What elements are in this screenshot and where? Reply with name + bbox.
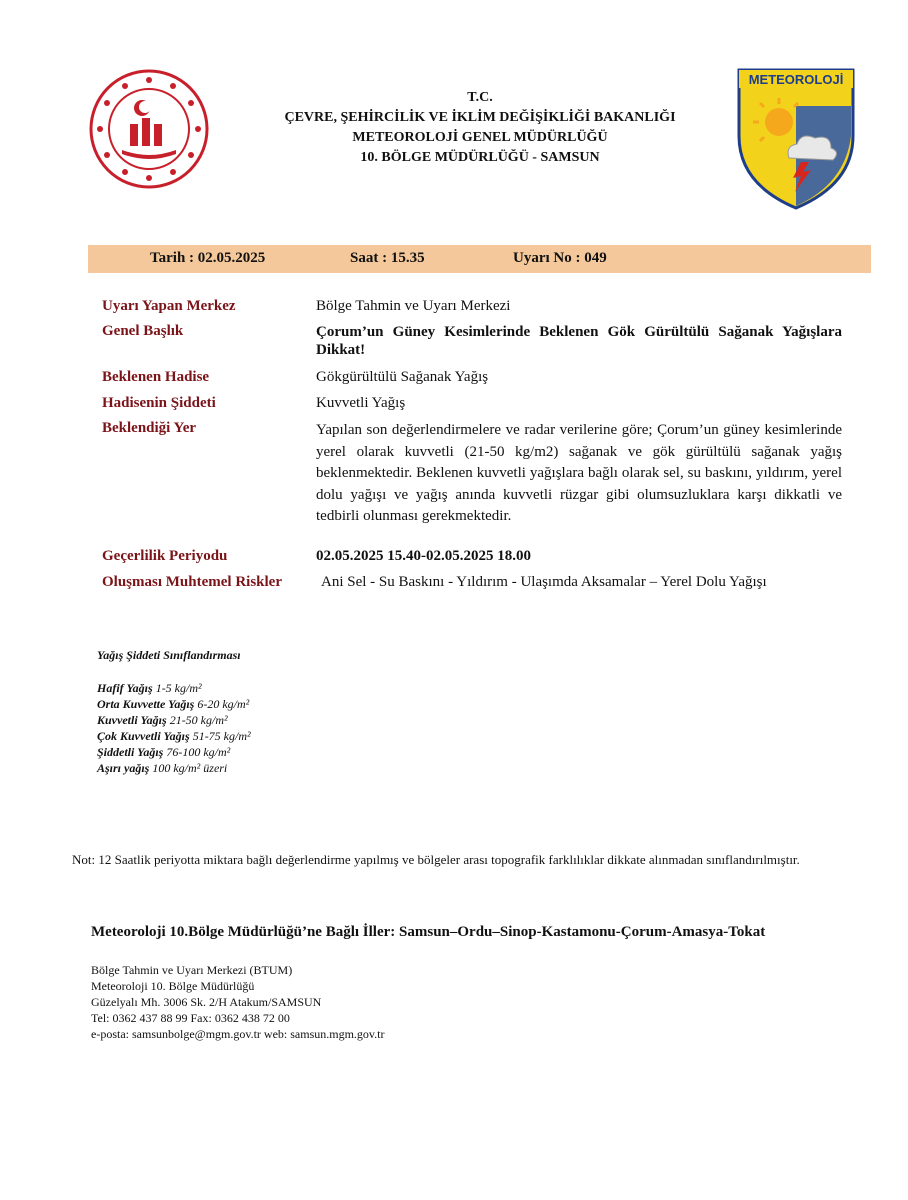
header-tc: T.C.: [467, 90, 493, 105]
severity-value: Kuvvetli Yağış: [316, 395, 406, 411]
provinces-line: Meteoroloji 10.Bölge Müdürlüğü’ne Bağlı İller: Samsun–Ordu–Sinop-Kastamonu-Çorum-Amasya-Tokat: [91, 924, 766, 940]
warning-date: Tarih : 02.05.2025: [150, 250, 266, 266]
title-label: Genel Başlık: [102, 323, 184, 339]
header-ministry: ÇEVRE, ŞEHİRCİLİK VE İKLİM DEĞİŞİKLİĞİ BAKANLIĞI: [284, 110, 676, 125]
classification-list: [97, 680, 251, 776]
ministry-seal-logo: [88, 68, 210, 190]
classification-row: Aşırı yağış 100 kg/m² üzeri: [97, 761, 228, 775]
footer-email-web: e-posta: samsunbolge@mgm.gov.tr web: samsun.mgm.gov.tr: [91, 1027, 385, 1041]
classification-row: Çok Kuvvetli Yağış 51-75 kg/m²: [97, 729, 251, 743]
shield-title: METEOROLOJİ: [748, 72, 844, 87]
warning-time: Saat : 15.35: [350, 250, 425, 266]
warning-number: Uyarı No : 049: [513, 250, 607, 266]
title-value: Çorum’un Güney Kesimlerinde Beklenen Gök Gürültülü Sağanak Yağışlara Dikkat!: [316, 324, 842, 358]
footer-phone: Tel: 0362 437 88 99 Fax: 0362 438 72 00: [91, 1011, 290, 1025]
risks-label: Oluşması Muhtemel Riskler: [102, 574, 282, 590]
classification-note: Not: 12 Saatlik periyotta miktara bağlı değerlendirme yapılmış ve bölgeler arası topografik farklılıklar dikkate alınmadan sınıflandırılmıştır.: [72, 852, 800, 867]
meteoroloji-shield-logo: [735, 66, 857, 212]
footer-directorate: Meteoroloji 10. Bölge Müdürlüğü: [91, 979, 255, 993]
warning-header-bar: [88, 245, 871, 273]
header-regional: 10. BÖLGE MÜDÜRLÜĞÜ - SAMSUN: [360, 150, 600, 165]
classification-title: Yağış Şiddeti Sınıflandırması: [97, 648, 241, 662]
center-label: Uyarı Yapan Merkez: [102, 298, 236, 314]
validity-label: Geçerlilik Periyodu: [102, 548, 228, 564]
classification-row: Kuvvetli Yağış 21-50 kg/m²: [97, 713, 228, 727]
footer-address: Güzelyalı Mh. 3006 Sk. 2/H Atakum/SAMSUN: [91, 995, 322, 1009]
event-value: Gökgürültülü Sağanak Yağış: [316, 369, 489, 385]
risks-value: Ani Sel - Su Baskını - Yıldırım - Ulaşımda Aksamalar – Yerel Dolu Yağışı: [321, 574, 767, 590]
validity-value: 02.05.2025 15.40-02.05.2025 18.00: [316, 548, 531, 564]
event-label: Beklenen Hadise: [102, 369, 210, 385]
classification-row: Orta Kuvvette Yağış 6-20 kg/m²: [97, 697, 250, 711]
severity-label: Hadisenin Şiddeti: [102, 395, 216, 411]
place-value: Yapılan son değerlendirmelere ve radar verilerine göre; Çorum’un güney kesimlerinde yerel olarak kuvvetli (21-50 kg/m2) sağanak ve gök gürültülü sağanak yağış beklenmektedir. Beklenen kuvvetli yağışlara bağlı olarak sel, su baskını, yıldırım, yerel dolu yağışı ve yağış anında kuvvetli rüzgar gibi olumsuzluklara karşı dikkatli ve tedbirli olunması gerekmektedir.: [316, 422, 842, 524]
center-value: Bölge Tahmin ve Uyarı Merkezi: [316, 298, 511, 314]
classification-row: Şiddetli Yağış 76-100 kg/m²: [97, 745, 231, 759]
footer-center: Bölge Tahmin ve Uyarı Merkezi (BTUM): [91, 963, 293, 977]
place-label: Beklendiği Yer: [102, 420, 197, 436]
header-directorate: METEOROLOJİ GENEL MÜDÜRLÜĞÜ: [352, 130, 608, 145]
classification-row: Hafif Yağış 1-5 kg/m²: [97, 681, 202, 695]
